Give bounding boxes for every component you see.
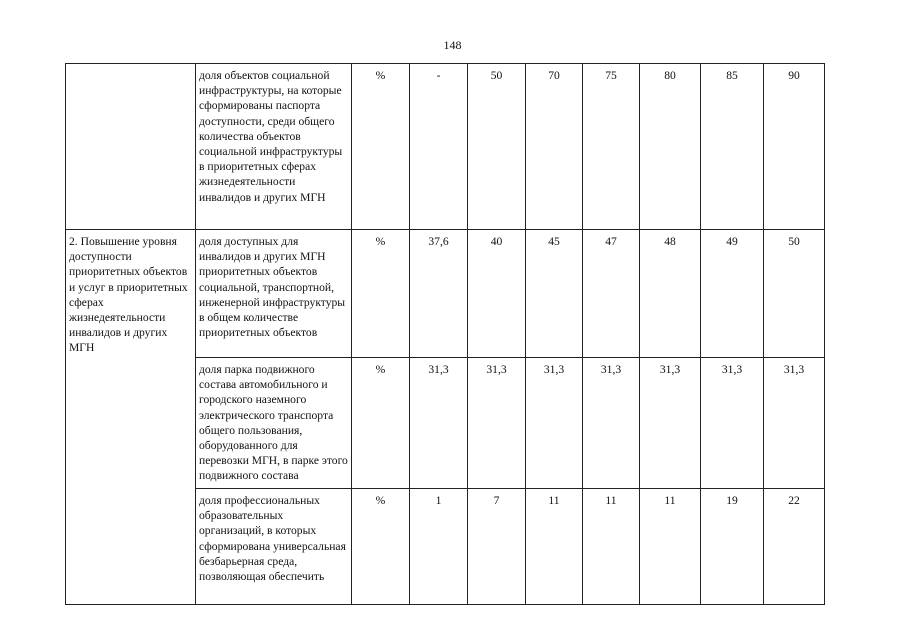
unit-cell: % [352,230,410,358]
value-cell: 22 [764,489,825,605]
value-cell: 11 [526,489,583,605]
value-cell: 85 [701,64,764,230]
value-cell: 48 [640,230,701,358]
value-cell: 31,3 [468,358,526,489]
indicator-cell: доля объектов социальной инфраструктуры, на которые сформированы паспорта доступности, среди общего количества объектов социальной инфраструктуры в приоритетных сферах жизнедеятельности инвалидов и других МГН [196,64,352,230]
value-cell: 40 [468,230,526,358]
value-cell: 31,3 [701,358,764,489]
indicator-cell: доля доступных для инвалидов и других МГН приоритетных объектов социальной, транспортной, инженерной инфраструктуры в общем количестве приоритетных объектов [196,230,352,358]
value-cell: 31,3 [764,358,825,489]
value-cell: 31,3 [410,358,468,489]
indicators-table [65,63,825,605]
value-cell: 90 [764,64,825,230]
value-cell: 1 [410,489,468,605]
goal-cell [66,64,196,230]
value-cell: 45 [526,230,583,358]
value-cell: 49 [701,230,764,358]
value-cell: 47 [583,230,640,358]
value-cell: 75 [583,64,640,230]
value-cell: 7 [468,489,526,605]
value-cell: 19 [701,489,764,605]
value-cell: 70 [526,64,583,230]
value-cell: 11 [640,489,701,605]
table-row [66,64,825,230]
page-number: 148 [443,38,462,52]
value-cell: 31,3 [526,358,583,489]
value-cell: 31,3 [640,358,701,489]
value-cell: 31,3 [583,358,640,489]
table-row [66,230,825,358]
value-cell: 50 [764,230,825,358]
value-cell: 37,6 [410,230,468,358]
value-cell: 80 [640,64,701,230]
value-cell: 11 [583,489,640,605]
unit-cell: % [352,64,410,230]
goal-cell: 2. Повышение уровня доступности приоритетных объектов и услуг в приоритетных сферах жизнедеятельности инвалидов и других МГН [66,230,196,605]
value-cell: - [410,64,468,230]
indicator-cell: доля парка подвижного состава автомобильного и городского наземного электрического транспорта общего пользования, оборудованного для перевозки МГН, в парке этого подвижного состава [196,358,352,489]
unit-cell: % [352,489,410,605]
unit-cell: % [352,358,410,489]
indicator-cell: доля профессиональных образовательных организаций, в которых сформирована универсальная безбарьерная среда, позволяющая обеспечить [196,489,352,605]
value-cell: 50 [468,64,526,230]
